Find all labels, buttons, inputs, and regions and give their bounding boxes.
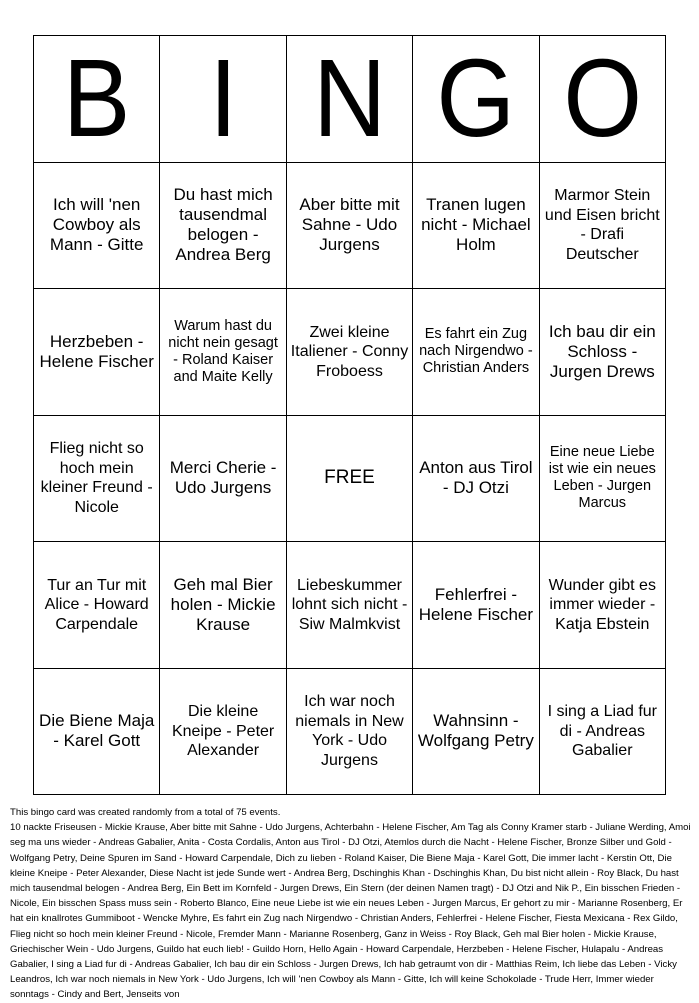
bingo-cell: Marmor Stein und Eisen bricht - Drafi Deutscher <box>540 163 666 290</box>
bingo-cell: Ich bau dir ein Schloss - Jurgen Drews <box>540 289 666 416</box>
footer-event-list: 10 nackte Friseusen - Mickie Krause, Aber bitte mit Sahne - Udo Jurgens, Achterbahn - Helene Fischer, Am Tag als Conny Kramer starb - Juliane Werding, Amoi seg ma uns wieder - Andreas Gabalier, Anita - Costa Cordalis, Anton aus Tirol - DJ Otzi, Atemlos durch die Nacht - Helene Fischer, Bronze Silber und Gold - Wolfgang Petry, Deine Spuren im Sand - Howard Carpendale, Dich zu lieben - Roland Kaiser, Die Biene Maja - Karel Gott, Die immer lacht - Kerstin Ott, Die kleine Kneipe - Peter Alexander, Diese Nacht ist jede Sunde wert - Andrea Berg, Dschinghis Khan - Dschinghis Khan, Du bist nicht allein - Roy Black, Du hast mich tausendmal belogen - Andrea Berg, Ein Bett im Kornfeld - Jurgen Drews, Ein Stern (der deinen Namen tragt) - DJ Otzi and Nik P., Ein bisschen Frieden - Nicole, Ein bisschen Spass muss sein - Roberto Blanco, Eine neue Liebe ist wie ein neues Leben - Jurgen Marcus, Er gehort zu mir - Marianne Rosenberg, Er hat ein knallrotes Gummiboot - Wencke Myhre, Es fahrt ein Zug nach Nirgendwo - Christian Anders, Fehlerfrei - Helene Fischer, Fiesta Mexicana - Rex Gildo, Flieg nicht so hoch mein kleiner Freund - Nicole, Fremder Mann - Marianne Rosenberg, Ganz in Weiss - Roy Black, Geh mal Bier holen - Mickie Krause, Griechischer Wein - Udo Jurgens, Guildo hat euch lieb! - Guildo Horn, Hello Again - Howard Carpendale, Herzbeben - Helene Fischer, Hulapalu - Andreas Gabalier, I sing a Liad fur di - Andreas Gabalier, Ich bau dir ein Schloss - Jurgen Drews, Ich hab getraumt von dir - Matthias Reim, Ich liebe das Leben - Vicky Leandros, Ich war noch niemals in New York - Udo Jurgens, Ich will 'nen Cowboy als Mann - Gitte, Ich will keine Schokolade - Trude Herr, Immer wieder sonntags - Cindy and Bert, Jenseits von <box>10 822 691 1001</box>
header-letter-b: B <box>34 36 160 163</box>
bingo-cell: Wunder gibt es immer wieder - Katja Ebstein <box>540 542 666 669</box>
bingo-cell: Die kleine Kneipe - Peter Alexander <box>160 669 286 796</box>
bingo-cell: I sing a Liad fur di - Andreas Gabalier <box>540 669 666 796</box>
bingo-cell: Anton aus Tirol - DJ Otzi <box>413 416 539 543</box>
bingo-cell: Geh mal Bier holen - Mickie Krause <box>160 542 286 669</box>
bingo-cell: Eine neue Liebe ist wie ein neues Leben - Jurgen Marcus <box>540 416 666 543</box>
bingo-cell: Liebeskummer lohnt sich nicht - Siw Malmkvist <box>287 542 413 669</box>
bingo-cell: Zwei kleine Italiener - Conny Froboess <box>287 289 413 416</box>
bingo-cell: Aber bitte mit Sahne - Udo Jurgens <box>287 163 413 290</box>
bingo-cell: Die Biene Maja - Karel Gott <box>34 669 160 796</box>
bingo-cell: Du hast mich tausendmal belogen - Andrea Berg <box>160 163 286 290</box>
bingo-cell: Ich war noch niemals in New York - Udo Jurgens <box>287 669 413 796</box>
bingo-cell: Ich will 'nen Cowboy als Mann - Gitte <box>34 163 160 290</box>
events-footer <box>10 805 692 1003</box>
bingo-card <box>33 35 666 795</box>
free-space: FREE <box>287 416 413 543</box>
header-letter-i: I <box>160 36 286 163</box>
bingo-cell: Merci Cherie - Udo Jurgens <box>160 416 286 543</box>
bingo-cell: Herzbeben - Helene Fischer <box>34 289 160 416</box>
bingo-cell: Wahnsinn - Wolfgang Petry <box>413 669 539 796</box>
footer-intro: This bingo card was created randomly from a total of 75 events. <box>10 807 281 818</box>
header-letter-n: N <box>287 36 413 163</box>
bingo-cell: Tur an Tur mit Alice - Howard Carpendale <box>34 542 160 669</box>
bingo-cell: Es fahrt ein Zug nach Nirgendwo - Christian Anders <box>413 289 539 416</box>
bingo-cell: Fehlerfrei - Helene Fischer <box>413 542 539 669</box>
bingo-cell: Warum hast du nicht nein gesagt - Roland Kaiser and Maite Kelly <box>160 289 286 416</box>
header-letter-o: O <box>540 36 666 163</box>
bingo-cell: Flieg nicht so hoch mein kleiner Freund - Nicole <box>34 416 160 543</box>
bingo-cell: Tranen lugen nicht - Michael Holm <box>413 163 539 290</box>
header-letter-g: G <box>413 36 539 163</box>
